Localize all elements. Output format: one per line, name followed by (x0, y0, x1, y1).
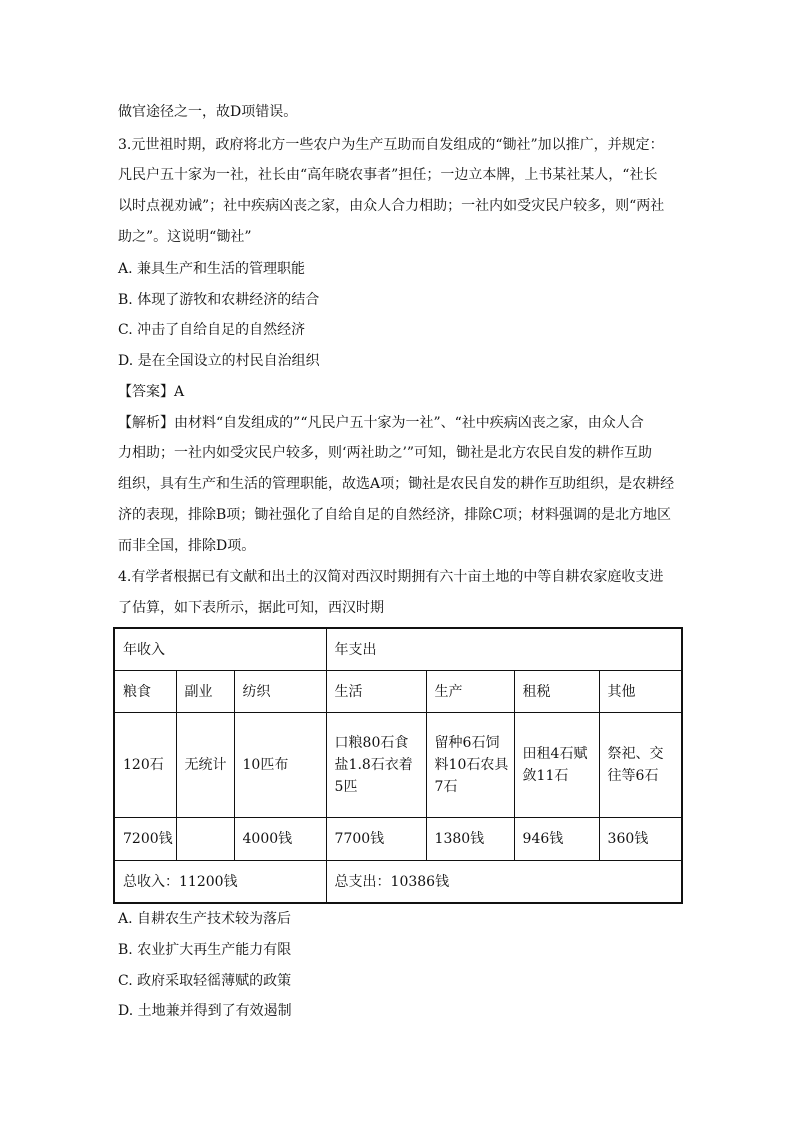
q3-analysis-line-2: 力相助；一社内如受灾民户较多，则‘两社助之’”可知，锄社是北方农民自发的耕作互助 (118, 445, 653, 461)
money-cell-living: 7700钱 (326, 818, 426, 861)
table-row (114, 818, 682, 861)
q4-stem-line-1: 4.有学者根据已有文献和出土的汉简对西汉时期拥有六十亩土地的中等自耕农家庭收支进 (118, 569, 664, 585)
table-row (114, 713, 682, 818)
previous-analysis-tail: 做官途径之一，故D项错误。 (118, 104, 298, 120)
q4-option-d: D. 土地兼并得到了有效遏制 (118, 1003, 292, 1019)
detail-cell-other: 祭祀、交往等6石 (599, 713, 682, 818)
income-expense-table (113, 627, 683, 904)
money-cell-sideline (176, 818, 234, 861)
col-header-living: 生活 (326, 671, 426, 713)
total-income: 总收入：11200钱 (114, 861, 326, 904)
q3-stem-line-3: 以时点视劝诫”；社中疾病凶丧之家，由众人合力相助；一社内如受灾民户较多，则“两社 (118, 198, 665, 214)
detail-cell-production: 留种6石饲料10石农具7石 (426, 713, 514, 818)
q3-analysis-line-3: 组织，具有生产和生活的管理职能，故选A项；锄社是农民自发的耕作互助组织，是农耕经 (118, 476, 675, 492)
detail-cell-grain: 120石 (114, 713, 176, 818)
income-header: 年收入 (114, 628, 326, 671)
col-header-grain: 粮食 (114, 671, 176, 713)
detail-cell-sideline: 无统计 (176, 713, 234, 818)
money-cell-tax: 946钱 (514, 818, 599, 861)
table-total-row (114, 861, 682, 904)
q3-analysis-line-5: 而非全国，排除D项。 (118, 538, 256, 554)
table-subheader-row (114, 671, 682, 713)
money-cell-grain: 7200钱 (114, 818, 176, 861)
col-header-textile: 纺织 (234, 671, 326, 713)
q3-stem-line-2: 凡民户五十家为一社，社长由“高年晓农事者”担任；一边立本牌，上书某社某人，“社长 (118, 167, 658, 183)
q3-option-d: D. 是在全国设立的村民自治组织 (118, 353, 320, 369)
q3-option-c: C. 冲击了自给自足的自然经济 (118, 322, 306, 338)
money-cell-other: 360钱 (599, 818, 682, 861)
q3-stem-line-1: 3.元世祖时期，政府将北方一些农户为生产互助而自发组成的“锄社”加以推广，并规定： (118, 137, 664, 153)
q3-answer: 【答案】A (118, 384, 185, 400)
col-header-other: 其他 (599, 671, 682, 713)
q3-analysis-line-4: 济的表现，排除B项；锄社强化了自给自足的自然经济，排除C项；材料强调的是北方地区 (118, 507, 671, 523)
q4-option-a: A. 自耕农生产技术较为落后 (118, 911, 292, 927)
q4-option-b: B. 农业扩大再生产能力有限 (118, 942, 292, 958)
q4-stem-line-2: 了估算，如下表所示，据此可知，西汉时期 (118, 600, 384, 616)
q3-option-a: A. 兼具生产和生活的管理职能 (118, 261, 306, 277)
detail-cell-living: 口粮80石食盐1.8石衣着5匹 (326, 713, 426, 818)
expense-header: 年支出 (326, 628, 682, 671)
col-header-production: 生产 (426, 671, 514, 713)
table-header-row (114, 628, 682, 671)
detail-cell-tax: 田租4石赋敛11石 (514, 713, 599, 818)
total-expense: 总支出：10386钱 (326, 861, 682, 904)
money-cell-textile: 4000钱 (234, 818, 326, 861)
q3-analysis-line-1: 【解析】由材料“自发组成的”“凡民户五十家为一社”、“社中疾病凶丧之家，由众人合 (118, 415, 644, 431)
col-header-sideline: 副业 (176, 671, 234, 713)
q3-stem-line-4: 助之”。这说明“锄社” (118, 229, 252, 245)
col-header-tax: 租税 (514, 671, 599, 713)
money-cell-production: 1380钱 (426, 818, 514, 861)
q3-option-b: B. 体现了游牧和农耕经济的结合 (118, 292, 320, 308)
q4-option-c: C. 政府采取轻徭薄赋的政策 (118, 973, 292, 989)
detail-cell-textile: 10匹布 (234, 713, 326, 818)
